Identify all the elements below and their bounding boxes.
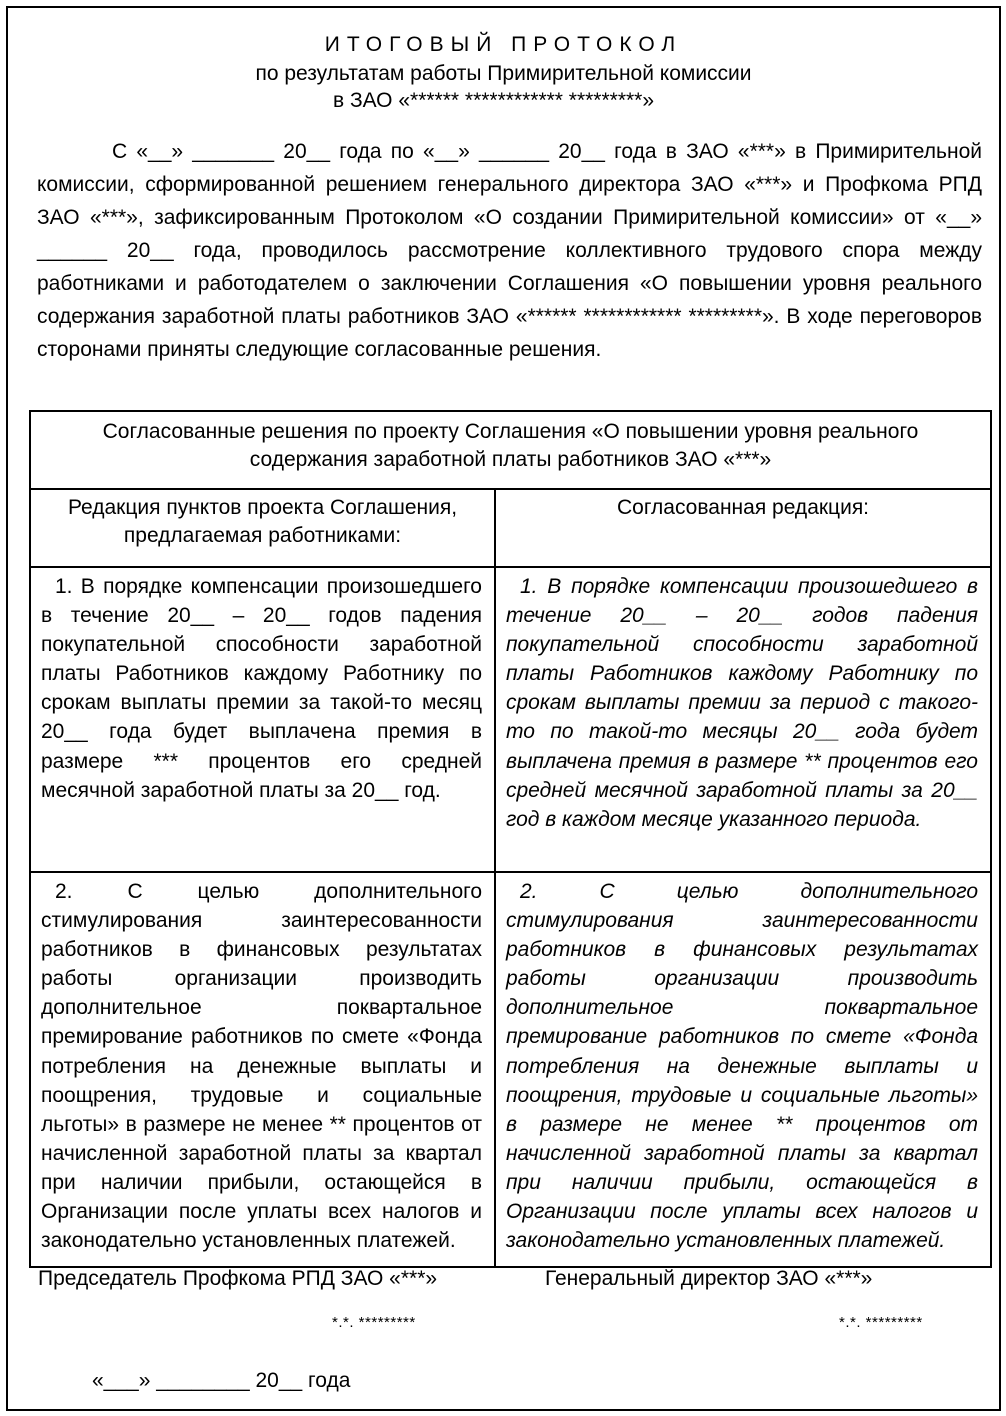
column-header-proposed: Редакция пунктов проекта Соглашения, предлагаемая работниками: <box>30 489 495 567</box>
table-header-row <box>30 489 991 567</box>
table-caption-row <box>30 411 991 489</box>
signing-date-line: «___» ________ 20__ года <box>92 1369 351 1392</box>
general-director-name: *.*. ********* <box>839 1314 923 1331</box>
general-director-title: Генеральный директор ЗАО «***» <box>545 1267 873 1290</box>
union-chair-name: *.*. ********* <box>332 1314 416 1331</box>
agreed-clause-2: 2. С целью дополнительного стимулирования заинтересованности работников в финансовых результатах работы организации производить дополнительное поквартальное премирование работников по смете «Фонда потребления на денежные выплаты и поощрения, трудовые и социальные льготы» в размере не менее ** процентов от начисленной заработной платы за квартал при наличии прибыли, остающейся в Организации после уплаты всех налогов и законодательно установленных платежей. <box>495 872 991 1267</box>
table-row <box>30 567 991 872</box>
table-row <box>30 872 991 1267</box>
table-caption: Согласованные решения по проекту Соглашения «О повышении уровня реального содержания заработной платы работников ЗАО «***» <box>30 411 991 489</box>
agreed-decisions-table <box>29 410 992 1268</box>
document-subtitle-line2: в ЗАО «****** ************ *********» <box>332 89 655 112</box>
proposed-clause-1: 1. В порядке компенсации произошедшего в течение 20__ – 20__ годов падения покупательной способности заработной платы Работников каждому Работнику по срокам выплаты премии за такой-то месяц 20__ года будет выплачена премия в размере *** процентов его средней месячной заработной платы за 20__ год. <box>30 567 495 872</box>
proposed-clause-2: 2. С целью дополнительного стимулирования заинтересованности работников в финансовых результатах работы организации производить дополнительное поквартальное премирование работников по смете «Фонда потребления на денежные выплаты и поощрения, трудовые и социальные льготы» в размере не менее ** процентов от начисленной заработной платы за квартал при наличии прибыли, остающейся в Организации после уплаты всех налогов и законодательно установленных платежей. <box>30 872 495 1267</box>
column-header-agreed: Согласованная редакция: <box>495 489 991 567</box>
agreed-clause-1: 1. В порядке компенсации произошедшего в течение 20__ – 20__ годов падения покупательной способности заработной платы Работников каждому Работнику по срокам выплаты премии за период с такого-то по такой-то месяцы 20__ года будет выплачена премия в размере ** процентов его средней месячной заработной платы за 20__ год в каждом месяце указанного периода. <box>495 567 991 872</box>
protocol-page <box>6 6 1001 1411</box>
intro-paragraph: С «__» _______ 20__ года по «__» ______ 20__ года в ЗАО «***» в Примирительной комиссии, сформированной решением генерального директора ЗАО «***» и Профкома РПД ЗАО «***», зафиксированным Протоколом «О создании Примирительной комиссии» от «__» ______ 20__ года, проводилось рассмотрение коллективного трудового спора между работниками и работодателем о заключении Соглашения «О повышении уровня реального содержания заработной платы работников ЗАО «****** ************ *********». В ходе переговоров сторонами приняты следующие согласованные решения. <box>37 140 982 361</box>
document-title: ИТОГОВЫЙ ПРОТОКОЛ <box>324 33 683 56</box>
document-subtitle-line1: по результатам работы Примирительной комиссии <box>255 62 752 85</box>
union-chair-title: Председатель Профкома РПД ЗАО «***» <box>38 1267 438 1290</box>
